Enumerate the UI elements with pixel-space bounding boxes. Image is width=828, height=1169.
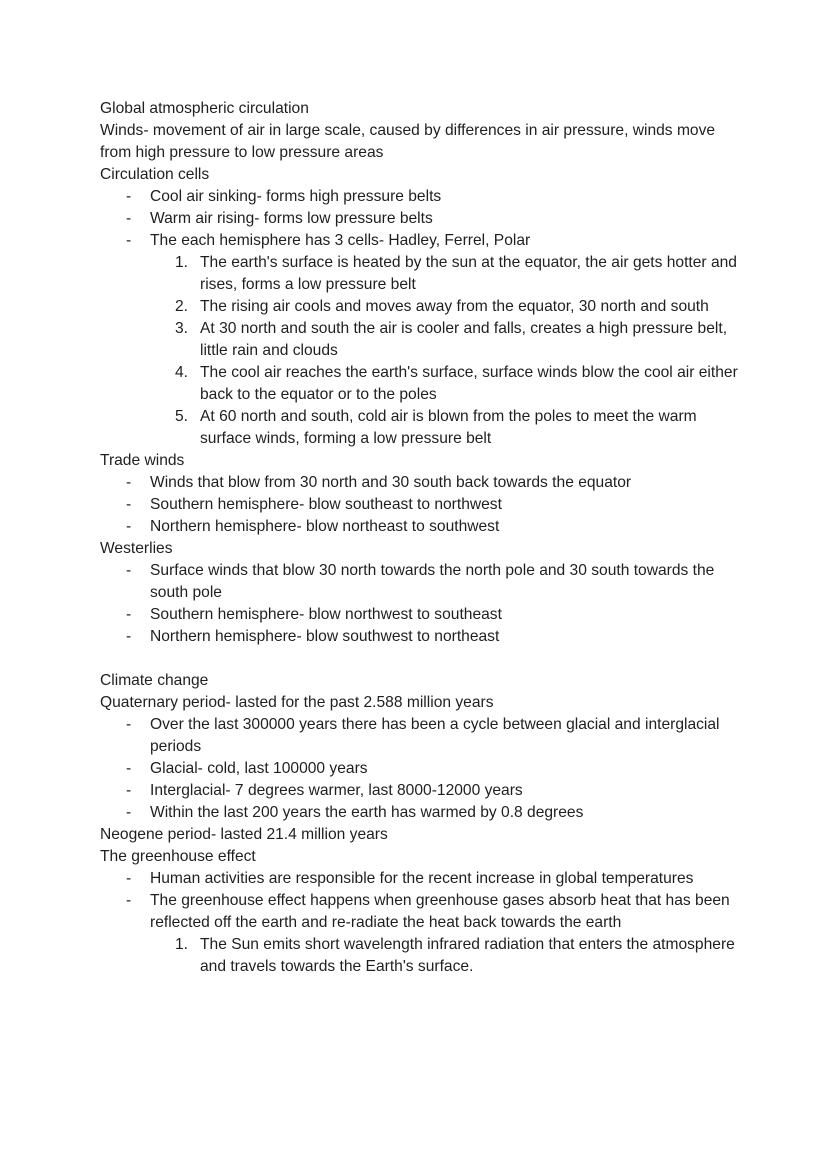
numbered-item (100, 318, 740, 362)
section-title: Global atmospheric circulation (100, 100, 309, 117)
bullet-item: - Over the last 300000 years there has been a cycle between glacial and interglacial periods (100, 714, 740, 758)
subheading: Trade winds (100, 452, 185, 469)
bullet-item: - The greenhouse effect happens when greenhouse gases absorb heat that has been reflected off the earth and re-radiate the heat back towards the earth (100, 890, 740, 934)
numbered-item (100, 934, 740, 978)
subheading: Quaternary period- lasted for the past 2.588 million years (100, 694, 494, 711)
subheading: Neogene period- lasted 21.4 million years (100, 826, 388, 843)
item-text: The earth's surface is heated by the sun at the equator, the air gets hotter and rises, forms a low pressure belt (200, 254, 737, 293)
numbered-item (100, 406, 740, 450)
subheading: Westerlies (100, 540, 173, 557)
item-text: The cool air reaches the earth's surface, surface winds blow the cool air either back to the equator or to the poles (200, 364, 738, 403)
item-text: The Sun emits short wavelength infrared radiation that enters the atmosphere and travels towards the Earth's surface. (200, 936, 735, 975)
item-number: 1. (175, 936, 189, 953)
bullet-item: - Northern hemisphere- blow northeast to southwest (100, 516, 740, 538)
bullet-item: - Cool air sinking- forms high pressure belts (100, 186, 740, 208)
bullet-item: - Glacial- cold, last 100000 years (100, 758, 740, 780)
notes-content (100, 98, 740, 978)
bullet-item: - Southern hemisphere- blow northwest to southeast (100, 604, 740, 626)
numbered-item (100, 296, 740, 318)
bullet-item: - The each hemisphere has 3 cells- Hadley, Ferrel, Polar (100, 230, 740, 252)
item-number: 3. (175, 320, 189, 337)
bullet-item: - Human activities are responsible for the recent increase in global temperatures (100, 868, 740, 890)
numbered-item (100, 362, 740, 406)
subheading: Circulation cells (100, 166, 210, 183)
item-number: 4. (175, 364, 189, 381)
bullet-item: - Surface winds that blow 30 north towards the north pole and 30 south towards the south pole (100, 560, 740, 604)
bullet-item: - Winds that blow from 30 north and 30 south back towards the equator (100, 472, 740, 494)
item-text: At 60 north and south, cold air is blown from the poles to meet the warm surface winds, forming a low pressure belt (200, 408, 697, 447)
bullet-item: - Southern hemisphere- blow southeast to northwest (100, 494, 740, 516)
subheading: The greenhouse effect (100, 848, 256, 865)
item-number: 5. (175, 408, 189, 425)
bullet-item: - Interglacial- 7 degrees warmer, last 8000-12000 years (100, 780, 740, 802)
numbered-item (100, 252, 740, 296)
bullet-item: - Within the last 200 years the earth has warmed by 0.8 degrees (100, 802, 740, 824)
winds-definition: Winds- movement of air in large scale, caused by differences in air pressure, winds move from high pressure to low pressure areas (100, 122, 716, 161)
blank-line (100, 648, 740, 670)
bullet-item: - Warm air rising- forms low pressure belts (100, 208, 740, 230)
item-number: 2. (175, 298, 189, 315)
bullet-item: - Northern hemisphere- blow southwest to northeast (100, 626, 740, 648)
section-title: Climate change (100, 672, 209, 689)
item-number: 1. (175, 254, 189, 271)
item-text: The rising air cools and moves away from the equator, 30 north and south (200, 298, 709, 315)
item-text: At 30 north and south the air is cooler and falls, creates a high pressure belt, little rain and clouds (200, 320, 728, 359)
